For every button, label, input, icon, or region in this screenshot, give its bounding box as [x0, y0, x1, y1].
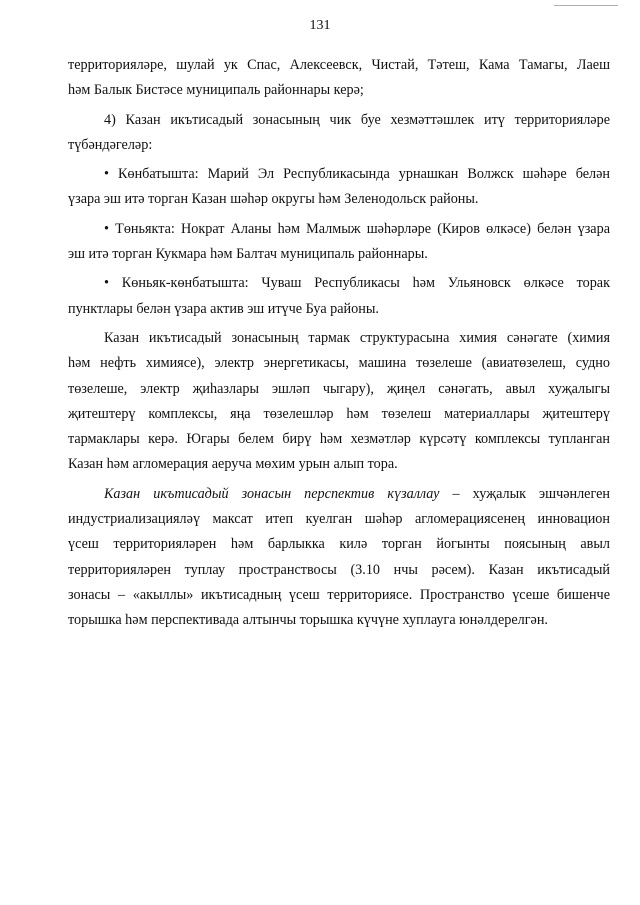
body-text: [68, 53, 610, 634]
text-line: • Көнбатышта: Марий Эл Республикасында урнашкан Волжск шәһәре белән: [104, 166, 610, 183]
page-number: 131: [309, 18, 331, 33]
text-line: һәм Балык Бистәсе муниципаль районнары керә;: [68, 82, 364, 99]
text-line: тармаклары керә. Югары белем бирү һәм хезмәтләр күрсәтү комплексы тупланган: [68, 431, 610, 448]
text-line: төзелеше, электр җиһазлары эшләп чыгару), җиңел сәнәгать, авыл хуҗалыгы: [68, 380, 610, 397]
bullet-north: [68, 217, 610, 268]
bullet-southwest: [68, 271, 610, 322]
paragraph-perspective: [68, 482, 610, 634]
text-line: пунктлары белән үзара актив эш итүче Буа районы.: [68, 300, 379, 317]
text-line: түбәндәгеләр:: [68, 136, 153, 153]
text-line: эш итә торган Кукмара һәм Балтач муниципаль районнары.: [68, 246, 428, 263]
text-line: территорияләре, шулай ук Спас, Алексеевск, Чистай, Тәтеш, Кама Тамагы, Лаеш: [68, 57, 610, 73]
scan-edge-line: [554, 5, 618, 6]
text-span: – хуҗалык эшчәнлеген: [439, 485, 610, 502]
text-line: • Көньяк-көнбатышта: Чуваш Республикасы һәм Ульяновск өлкәсе торак: [104, 275, 610, 292]
text-line: зонасы – «акыллы» икътисадның үсеш территориясе. Пространство үсеше бишенче: [68, 586, 610, 603]
text-line: җитештерү комплексы, яңа төзелешләр һәм төзелеш материаллары җитештерү: [68, 405, 610, 422]
paragraph-sectors: [68, 326, 610, 478]
text-line: Казан икътисадый зонасының тармак структурасына химия сәнәгате (химия: [104, 329, 610, 346]
text-line: территорияләрен туплау пространствосы (3.10 нчы рәсем). Казан икътисадый: [68, 561, 610, 578]
paragraph-1: [68, 53, 610, 104]
italic-term: Казан икътисадый зонасын перспектив күзаллау: [104, 485, 440, 502]
text-line: һәм нефть химиясе), электр энергетикасы, машина төзелеше (авиатөзелеш, судно: [68, 355, 610, 372]
text-line: Казан һәм агломерация аеруча мөхим урын алып тора.: [68, 456, 398, 473]
text-line: индустриализацияләү максат итеп куелган шәһәр агломерациясенең инновацион: [68, 511, 610, 528]
text-line: торышка һәм перспективада алтынчы торышка күчүне хуплауга юнәлдерелгән.: [68, 612, 548, 629]
text-line: үзара эш итә торган Казан шәһәр округы һәм Зеленодольск районы.: [68, 191, 479, 208]
bullet-west: [68, 162, 610, 213]
text-line: [68, 482, 610, 507]
text-line: үсеш территорияләрен һәм барлыкка килә торган йогынты поясының авыл: [68, 536, 610, 553]
text-line: • Төньякта: Нократ Аланы һәм Малмыж шәһәрләре (Киров өлкәсе) белән үзара: [104, 220, 610, 237]
text-line: 4) Казан икътисадый зонасының чик буе хезмәттәшлек итү территорияләре: [104, 111, 610, 128]
paragraph-2: [68, 108, 610, 159]
